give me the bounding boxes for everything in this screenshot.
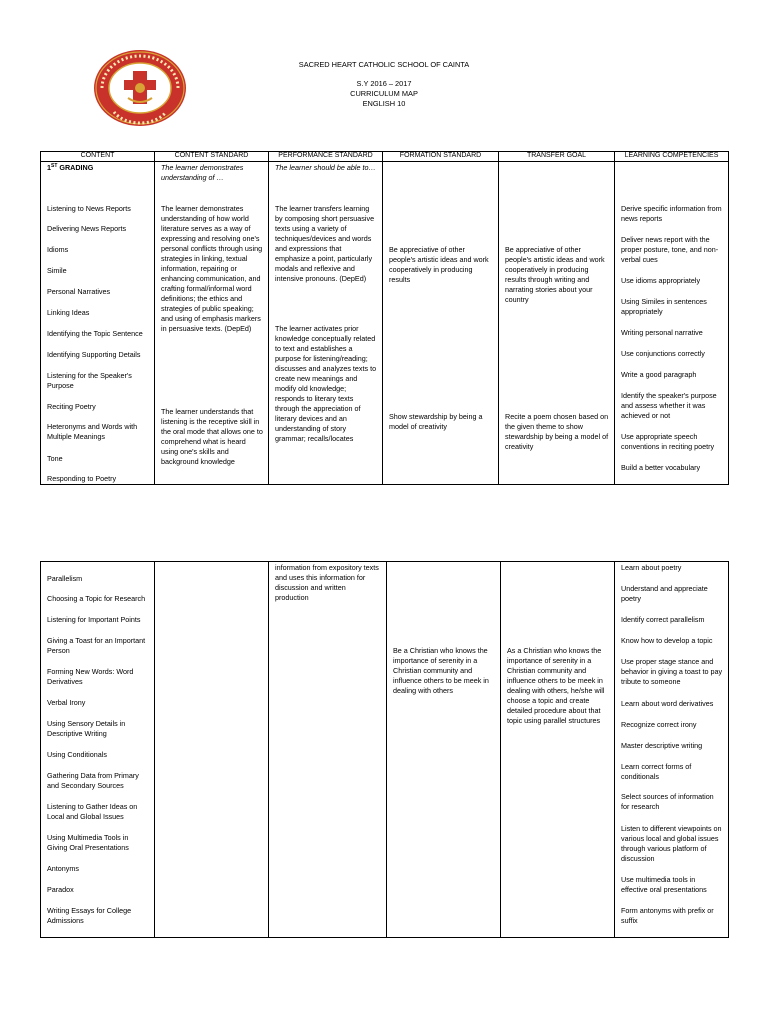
content-standard-cell bbox=[155, 162, 269, 485]
list-item: Use multimedia tools in effective oral presentations bbox=[621, 875, 707, 894]
list-item: Heteronyms and Words with Multiple Meanings bbox=[47, 422, 138, 441]
transfer-goal-text: Recite a poem chosen based on the given theme to show stewardship by being a model of creativity bbox=[505, 412, 609, 451]
performance-standard-text: information from expository texts and uses this information for discussion and written production bbox=[275, 563, 379, 602]
performance-standard-text: The learner activates prior knowledge conceptually related to text and establishes a purpose for listening/reading; discusses and analyzes texts to create new meanings and modify old knowledge; responds to literary texts through the appreciation of literary devices and an understanding of story grammar; recalls/locates bbox=[275, 324, 377, 443]
content-cell bbox=[41, 162, 155, 485]
formation-standard-cell bbox=[387, 562, 501, 938]
list-item: Listening for Important Points bbox=[47, 615, 141, 624]
list-item: Parallelism bbox=[47, 574, 83, 583]
list-item: Use appropriate speech conventions in reciting poetry bbox=[621, 432, 715, 451]
list-item: Writing Essays for College Admissions bbox=[47, 906, 132, 925]
list-item: Giving a Toast for an Important Person bbox=[47, 636, 146, 655]
col-header-content-standard: CONTENT STANDARD bbox=[155, 152, 269, 162]
content-standard-intro: The learner demonstrates understanding of … bbox=[161, 163, 244, 182]
curriculum-table-page2 bbox=[40, 561, 729, 938]
list-item: Gathering Data from Primary and Secondary Sources bbox=[47, 771, 139, 790]
list-item: Listening to News Reports bbox=[47, 204, 131, 213]
content-cell bbox=[41, 562, 155, 938]
transfer-goal-cell bbox=[499, 162, 615, 485]
formation-standard-text: Show stewardship by being a model of creativity bbox=[389, 412, 483, 431]
list-item: Derive specific information from news reports bbox=[621, 204, 722, 223]
subject-title: ENGLISH 10 bbox=[362, 99, 406, 108]
list-item: Identify correct parallelism bbox=[621, 615, 705, 624]
list-item: Build a better vocabulary bbox=[621, 463, 701, 472]
list-item: Identifying the Topic Sentence bbox=[47, 329, 143, 338]
list-item: Using Similes in sentences appropriately bbox=[621, 297, 707, 316]
transfer-goal-text: Be appreciative of other people's artistic ideas and work cooperatively in producing results through writing and narrating stories about your country bbox=[505, 245, 605, 304]
list-item: Simile bbox=[47, 266, 67, 275]
performance-standard-text: The learner transfers learning by composing short persuasive texts using a variety of techniques/devices and words and expressions that emphasize a point, particularly modals and reflexive and intensive pronouns. (DepEd) bbox=[275, 204, 375, 283]
list-item: Verbal Irony bbox=[47, 698, 86, 707]
list-item: Personal Narratives bbox=[47, 287, 111, 296]
curriculum-table-page1 bbox=[40, 151, 729, 485]
list-item: Using Multimedia Tools in Giving Oral Presentations bbox=[47, 833, 129, 852]
list-item: Use idioms appropriately bbox=[621, 276, 701, 285]
list-item: Listen to different viewpoints on various local and global issues through various platform of discussion bbox=[621, 824, 722, 863]
list-item: Learn correct forms of conditionals bbox=[621, 762, 692, 781]
list-item: Tone bbox=[47, 454, 63, 463]
formation-standard-cell bbox=[383, 162, 499, 485]
list-item: Paradox bbox=[47, 885, 74, 894]
school-name: SACRED HEART CATHOLIC SCHOOL OF CAINTA bbox=[298, 60, 470, 69]
list-item: Identify the speaker's purpose and assess whether it was achieved or not bbox=[621, 391, 717, 420]
list-item: Identifying Supporting Details bbox=[47, 350, 141, 359]
list-item: Write a good paragraph bbox=[621, 370, 697, 379]
list-item: Deliver news report with the proper posture, tone, and non-verbal cues bbox=[621, 235, 719, 264]
list-item: Learn about poetry bbox=[621, 563, 682, 572]
transfer-goal-cell bbox=[501, 562, 615, 938]
list-item: Linking Ideas bbox=[47, 308, 90, 317]
list-item: Delivering News Reports bbox=[47, 224, 127, 233]
col-header-content: CONTENT bbox=[41, 152, 155, 162]
school-year: S.Y 2016 – 2017 bbox=[356, 79, 412, 88]
list-item: Use conjunctions correctly bbox=[621, 349, 705, 358]
col-header-transfer-goal: TRANSFER GOAL bbox=[499, 152, 615, 162]
list-item: Idioms bbox=[47, 245, 69, 254]
col-header-formation-standard: FORMATION STANDARD bbox=[383, 152, 499, 162]
formation-standard-text: Be appreciative of other people's artistic ideas and work cooperatively in producing results bbox=[389, 245, 489, 284]
list-item: Using Conditionals bbox=[47, 750, 107, 759]
list-item: Select sources of information for research bbox=[621, 792, 714, 811]
performance-standard-intro: The learner should be able to… bbox=[275, 163, 376, 172]
table-header-row bbox=[41, 152, 729, 162]
grading-label: 1ST GRADING bbox=[47, 163, 94, 172]
list-item: Antonyms bbox=[47, 864, 79, 873]
performance-standard-cell bbox=[269, 562, 387, 938]
list-item: Using Sensory Details in Descriptive Writing bbox=[47, 719, 126, 738]
list-item: Reciting Poetry bbox=[47, 402, 96, 411]
learning-competencies-cell bbox=[615, 562, 729, 938]
learning-competencies-cell bbox=[615, 162, 729, 485]
list-item: Responding to Poetry bbox=[47, 474, 117, 483]
document-title: CURRICULUM MAP bbox=[350, 89, 418, 98]
list-item: Writing personal narrative bbox=[621, 328, 703, 337]
list-item: Understand and appreciate poetry bbox=[621, 584, 708, 603]
list-item: Listening to Gather Ideas on Local and Global Issues bbox=[47, 802, 138, 821]
performance-standard-cell bbox=[269, 162, 383, 485]
list-item: Use proper stage stance and behavior in giving a toast to pay tribute to someone bbox=[621, 657, 723, 686]
col-header-learning-competencies: LEARNING COMPETENCIES bbox=[615, 152, 729, 162]
list-item: Listening for the Speaker's Purpose bbox=[47, 371, 132, 390]
list-item: Choosing a Topic for Research bbox=[47, 594, 146, 603]
list-item: Form antonyms with prefix or suffix bbox=[621, 906, 714, 925]
list-item: Recognize correct irony bbox=[621, 720, 697, 729]
list-item: Master descriptive writing bbox=[621, 741, 703, 750]
list-item: Know how to develop a topic bbox=[621, 636, 713, 645]
list-item: Learn about word derivatives bbox=[621, 699, 714, 708]
formation-standard-text: Be a Christian who knows the importance of serenity in a Christian community and influence others to be meek in dealing with others bbox=[393, 646, 489, 695]
list-item: Forming New Words: Word Derivatives bbox=[47, 667, 134, 686]
content-standard-text: The learner understands that listening is the receptive skill in the oral mode that allows one to comprehend what is heard using one's skills and background knowledge bbox=[161, 407, 263, 466]
col-header-performance-standard: PERFORMANCE STANDARD bbox=[269, 152, 383, 162]
content-standard-cell bbox=[155, 562, 269, 938]
content-standard-text: The learner demonstrates understanding of how world literature serves as a way of expressing and resolving one's personal conflicts through using strategies in linking, textual information, repairing or enhancing communication, and crafting formal/informal word definitions; the ethics and strategies of public speaking; and using of emphasis markers in persuasive texts. (DepEd) bbox=[161, 204, 263, 333]
transfer-goal-text: As a Christian who knows the importance of serenity in a Christian community and influence others to be meek in dealing with others, he/she will choose a topic and create detailed procedure about that topic using parallel structures bbox=[507, 646, 605, 725]
